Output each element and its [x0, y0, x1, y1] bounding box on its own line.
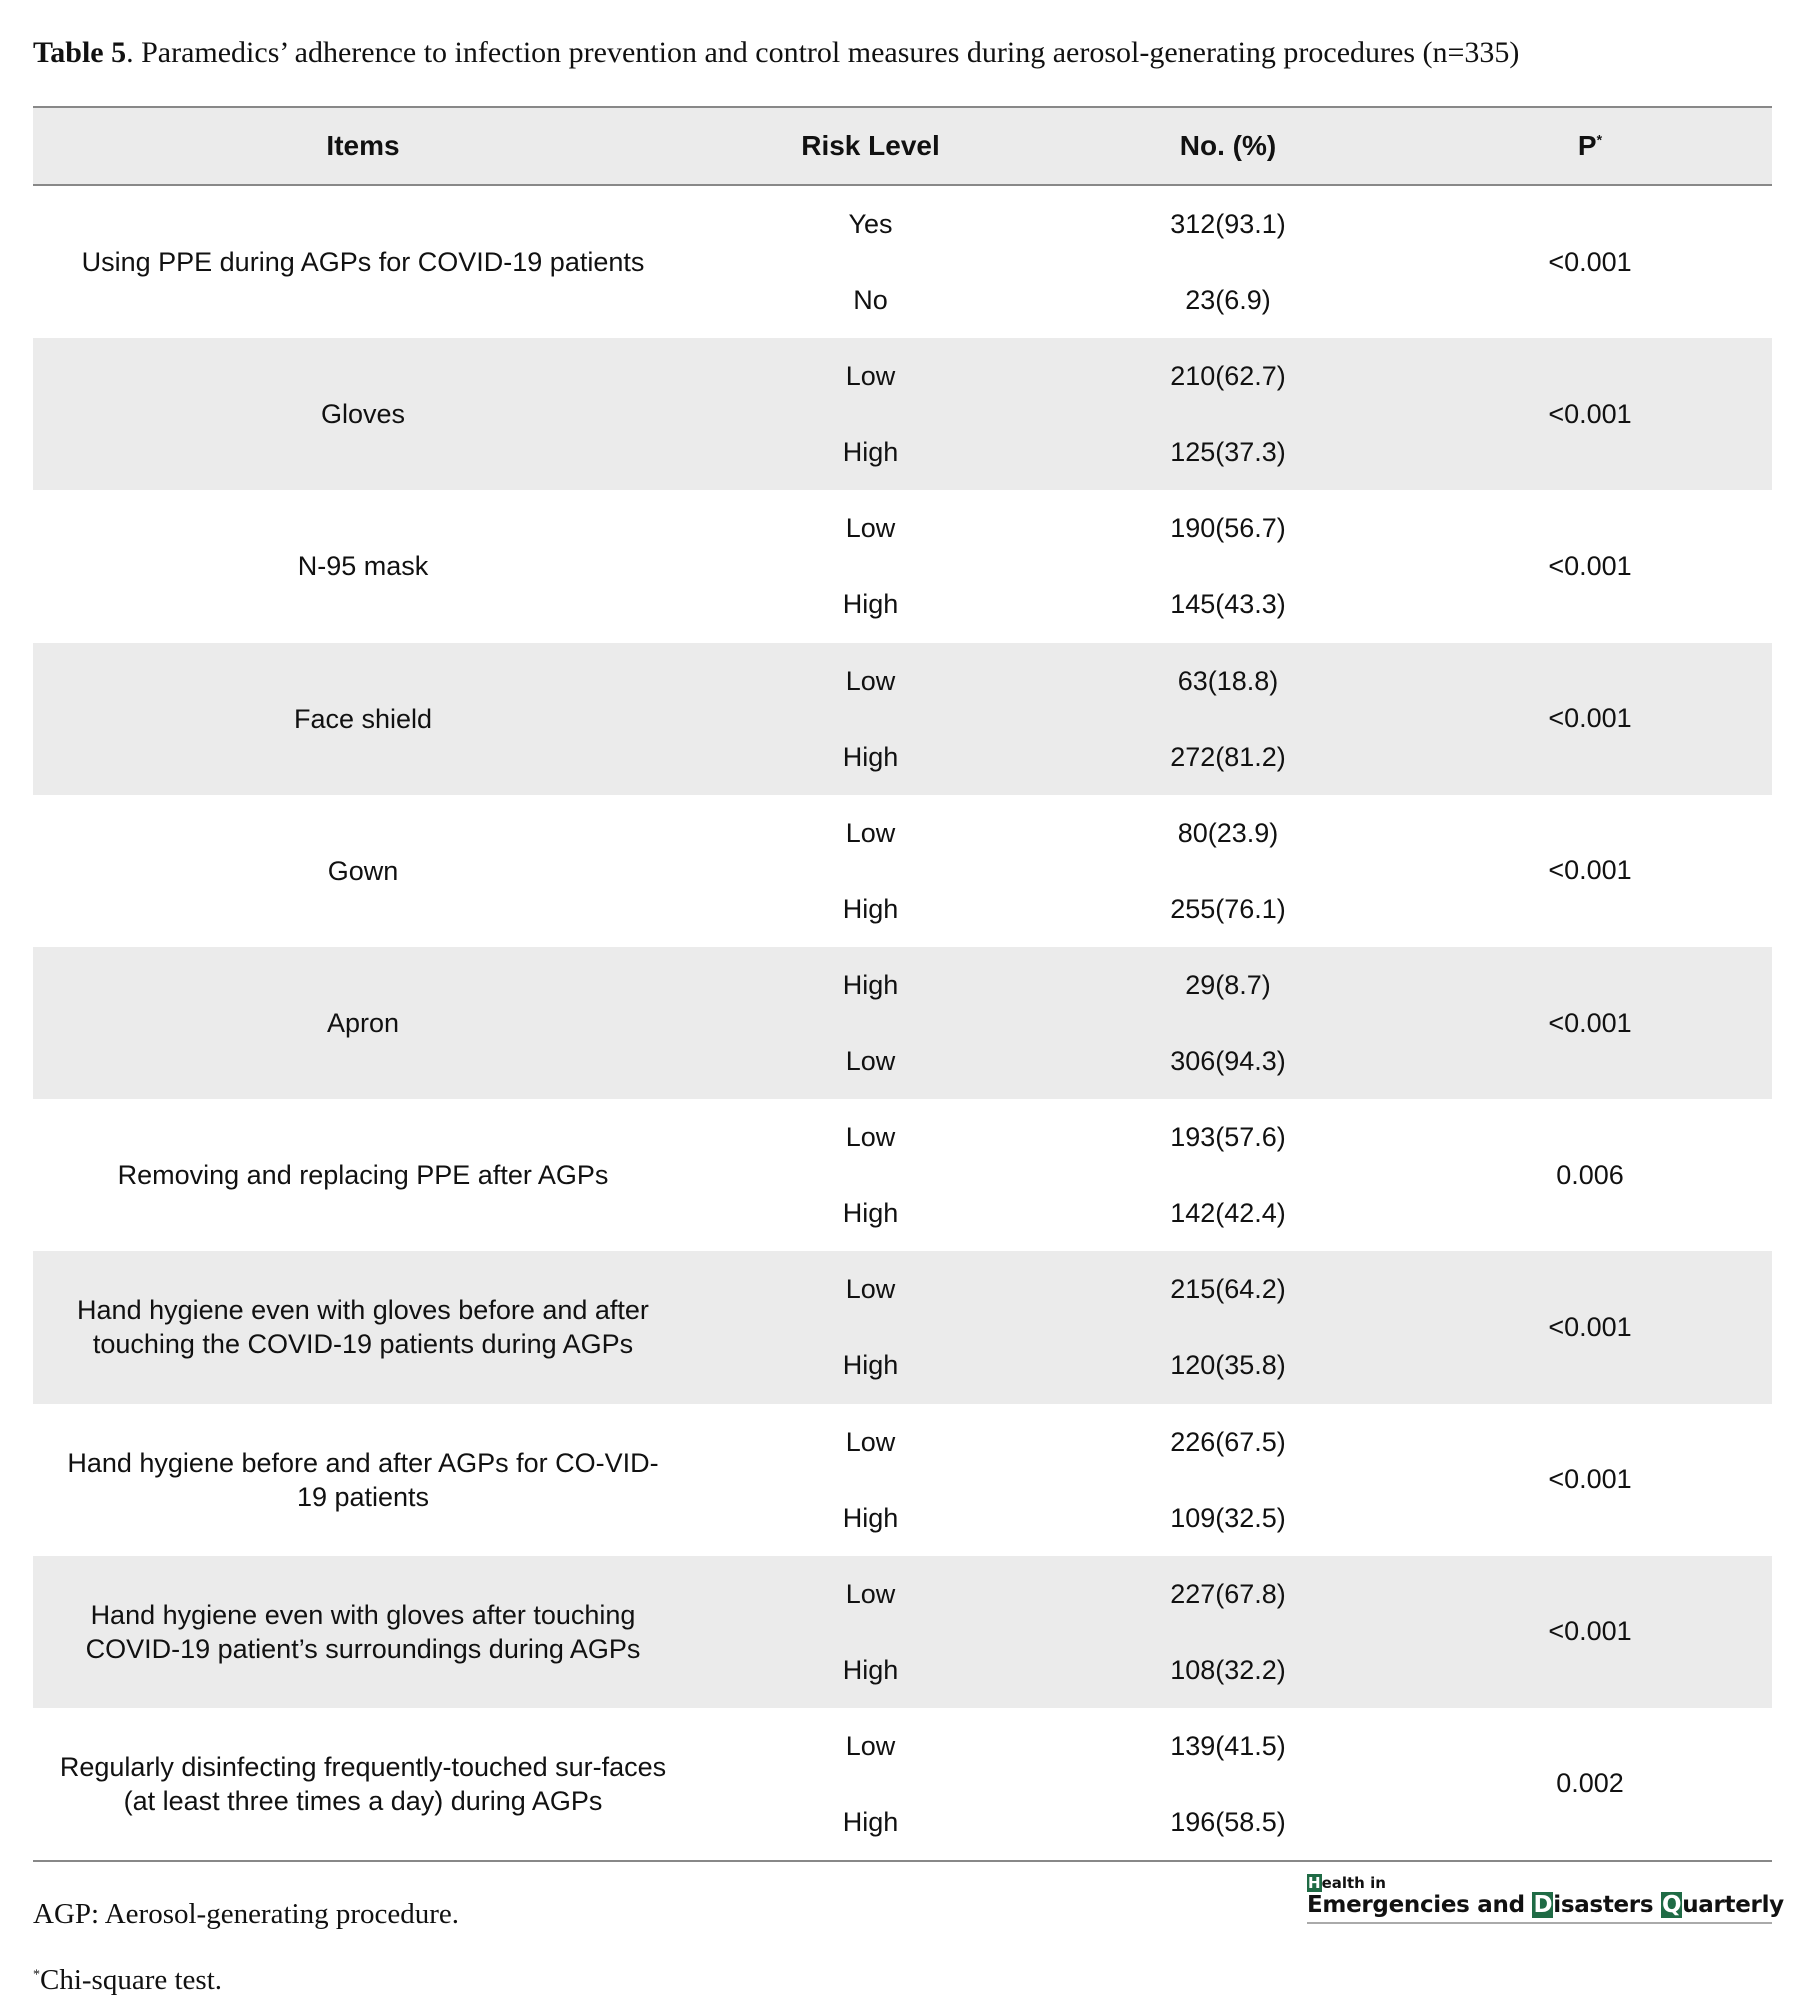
- risk-level: Low: [845, 1122, 896, 1153]
- header-items: Items: [326, 130, 400, 161]
- risk-level-cell: [693, 1556, 1048, 1708]
- header-p: [1408, 130, 1772, 162]
- logo-text-b: isasters: [1553, 1892, 1661, 1918]
- footnote-chi-square: [33, 1964, 222, 1997]
- risk-level-cell: [693, 947, 1048, 1099]
- item-cell: Regularly disinfecting frequently-touched sur-faces (at least three times a day) during AGPs: [59, 1751, 667, 1816]
- risk-level: Yes: [848, 209, 893, 240]
- table-row: [33, 338, 1772, 490]
- risk-level: High: [842, 437, 899, 468]
- table-row: [33, 1556, 1772, 1708]
- count-value: 142(42.4): [1170, 1198, 1286, 1229]
- count-value: 109(32.5): [1170, 1502, 1286, 1533]
- header-p-text: P: [1577, 130, 1597, 161]
- footnote-chi-text: Chi-square test.: [40, 1964, 223, 1996]
- risk-level: High: [842, 1654, 899, 1685]
- risk-level: High: [842, 1502, 899, 1533]
- risk-level: Low: [845, 665, 896, 696]
- count-value: 215(64.2): [1170, 1274, 1286, 1305]
- count-value: 23(6.9): [1185, 285, 1271, 316]
- logo-initial-h: H: [1308, 1874, 1321, 1892]
- p-value-cell: <0.001: [1548, 1007, 1632, 1038]
- count-cell: [1048, 643, 1408, 795]
- p-value-cell: 0.002: [1556, 1768, 1624, 1799]
- count-value: 190(56.7): [1170, 513, 1286, 544]
- footnote-sup: *: [33, 1967, 40, 1983]
- count-cell: [1048, 1708, 1408, 1860]
- p-value-cell: <0.001: [1548, 246, 1632, 277]
- p-value-cell: <0.001: [1548, 398, 1632, 429]
- count-value: 120(35.8): [1170, 1350, 1286, 1381]
- item-cell: Apron: [326, 1008, 400, 1039]
- count-value: 125(37.3): [1170, 437, 1286, 468]
- table-body: [33, 186, 1772, 1860]
- count-cell: [1048, 1251, 1408, 1403]
- table-row: [33, 947, 1772, 1099]
- table-caption-text: . Paramedics’ adherence to infection prevention and control measures during aerosol-generating procedures (n=335): [126, 36, 1520, 69]
- risk-level-cell: [693, 490, 1048, 642]
- risk-level: Low: [845, 1426, 896, 1457]
- item-cell: N-95 mask: [297, 551, 429, 582]
- p-value-cell: <0.001: [1548, 703, 1632, 734]
- header-risk-level: Risk Level: [801, 130, 940, 161]
- count-value: 108(32.2): [1170, 1654, 1286, 1685]
- table-header: [33, 108, 1772, 186]
- risk-level: High: [842, 970, 899, 1001]
- header-p-sup: *: [1596, 131, 1603, 148]
- p-value-cell: 0.006: [1556, 1159, 1624, 1190]
- risk-level: Low: [845, 1274, 896, 1305]
- table-row: [33, 1708, 1772, 1860]
- risk-level: Low: [845, 1046, 896, 1077]
- table-row: [33, 1251, 1772, 1403]
- count-value: 312(93.1): [1170, 209, 1286, 240]
- risk-level: Low: [845, 361, 896, 392]
- logo-line1: ealth in: [1321, 1874, 1386, 1892]
- table-row: [33, 643, 1772, 795]
- journal-logo: [1307, 1874, 1784, 1924]
- p-value-cell: <0.001: [1548, 550, 1632, 581]
- count-cell: [1048, 947, 1408, 1099]
- logo-initial-q: Q: [1661, 1892, 1682, 1918]
- table-row: [33, 795, 1772, 947]
- p-value-cell: <0.001: [1548, 1464, 1632, 1495]
- risk-level: High: [842, 893, 899, 924]
- count-value: 145(43.3): [1170, 589, 1286, 620]
- risk-level: High: [842, 1350, 899, 1381]
- count-cell: [1048, 1099, 1408, 1251]
- header-no-percent: No. (%): [1179, 130, 1277, 161]
- count-value: 272(81.2): [1170, 741, 1286, 772]
- item-cell: Gown: [327, 855, 399, 886]
- risk-level-cell: [693, 795, 1048, 947]
- count-value: 255(76.1): [1170, 893, 1286, 924]
- table-label: Table 5: [33, 36, 127, 69]
- count-value: 306(94.3): [1170, 1046, 1286, 1077]
- count-cell: [1048, 490, 1408, 642]
- count-value: 80(23.9): [1177, 817, 1279, 848]
- risk-level-cell: [693, 643, 1048, 795]
- count-value: 227(67.8): [1170, 1578, 1286, 1609]
- item-cell: Using PPE during AGPs for COVID-19 patients: [81, 247, 645, 278]
- count-cell: [1048, 338, 1408, 490]
- table-row: [33, 186, 1772, 338]
- risk-level: Low: [845, 1730, 896, 1761]
- item-cell: Face shield: [293, 703, 433, 734]
- logo-text-c: uarterly: [1682, 1892, 1784, 1918]
- data-table: [33, 106, 1772, 1862]
- risk-level: Low: [845, 513, 896, 544]
- count-cell: [1048, 1556, 1408, 1708]
- table-row: [33, 1099, 1772, 1251]
- count-cell: [1048, 186, 1408, 338]
- count-value: 29(8.7): [1185, 970, 1271, 1001]
- risk-level-cell: [693, 1251, 1048, 1403]
- p-value-cell: <0.001: [1548, 1311, 1632, 1342]
- risk-level: High: [842, 1806, 899, 1837]
- table-row: [33, 1404, 1772, 1556]
- count-cell: [1048, 795, 1408, 947]
- risk-level: No: [853, 285, 888, 316]
- item-cell: Hand hygiene even with gloves before and after touching the COVID-19 patients during AGPs: [77, 1295, 649, 1360]
- p-value-cell: <0.001: [1548, 855, 1632, 886]
- count-value: 226(67.5): [1170, 1426, 1286, 1457]
- logo-text-a: Emergencies and: [1307, 1892, 1533, 1918]
- risk-level: High: [842, 589, 899, 620]
- p-value-cell: <0.001: [1548, 1616, 1632, 1647]
- risk-level-cell: [693, 1404, 1048, 1556]
- risk-level: Low: [845, 817, 896, 848]
- count-value: 63(18.8): [1177, 665, 1279, 696]
- count-value: 210(62.7): [1170, 361, 1286, 392]
- risk-level: High: [842, 1198, 899, 1229]
- table-caption: [33, 36, 1519, 70]
- footnote-agp: AGP: Aerosol-generating procedure.: [33, 1898, 460, 1930]
- count-value: 139(41.5): [1170, 1730, 1286, 1761]
- logo-initial-d: D: [1533, 1892, 1553, 1918]
- table-row: [33, 490, 1772, 642]
- risk-level-cell: [693, 1099, 1048, 1251]
- item-cell: Gloves: [320, 399, 406, 430]
- risk-level-cell: [693, 338, 1048, 490]
- count-value: 193(57.6): [1170, 1122, 1286, 1153]
- risk-level: Low: [845, 1578, 896, 1609]
- item-cell: Hand hygiene before and after AGPs for CO-VID-19 patients: [67, 1447, 659, 1512]
- item-cell: Hand hygiene even with gloves after touching COVID-19 patient’s surroundings during AGPs: [85, 1599, 641, 1664]
- count-cell: [1048, 1404, 1408, 1556]
- risk-level: High: [842, 741, 899, 772]
- risk-level-cell: [693, 186, 1048, 338]
- item-cell: Removing and replacing PPE after AGPs: [117, 1160, 609, 1191]
- risk-level-cell: [693, 1708, 1048, 1860]
- count-value: 196(58.5): [1170, 1806, 1286, 1837]
